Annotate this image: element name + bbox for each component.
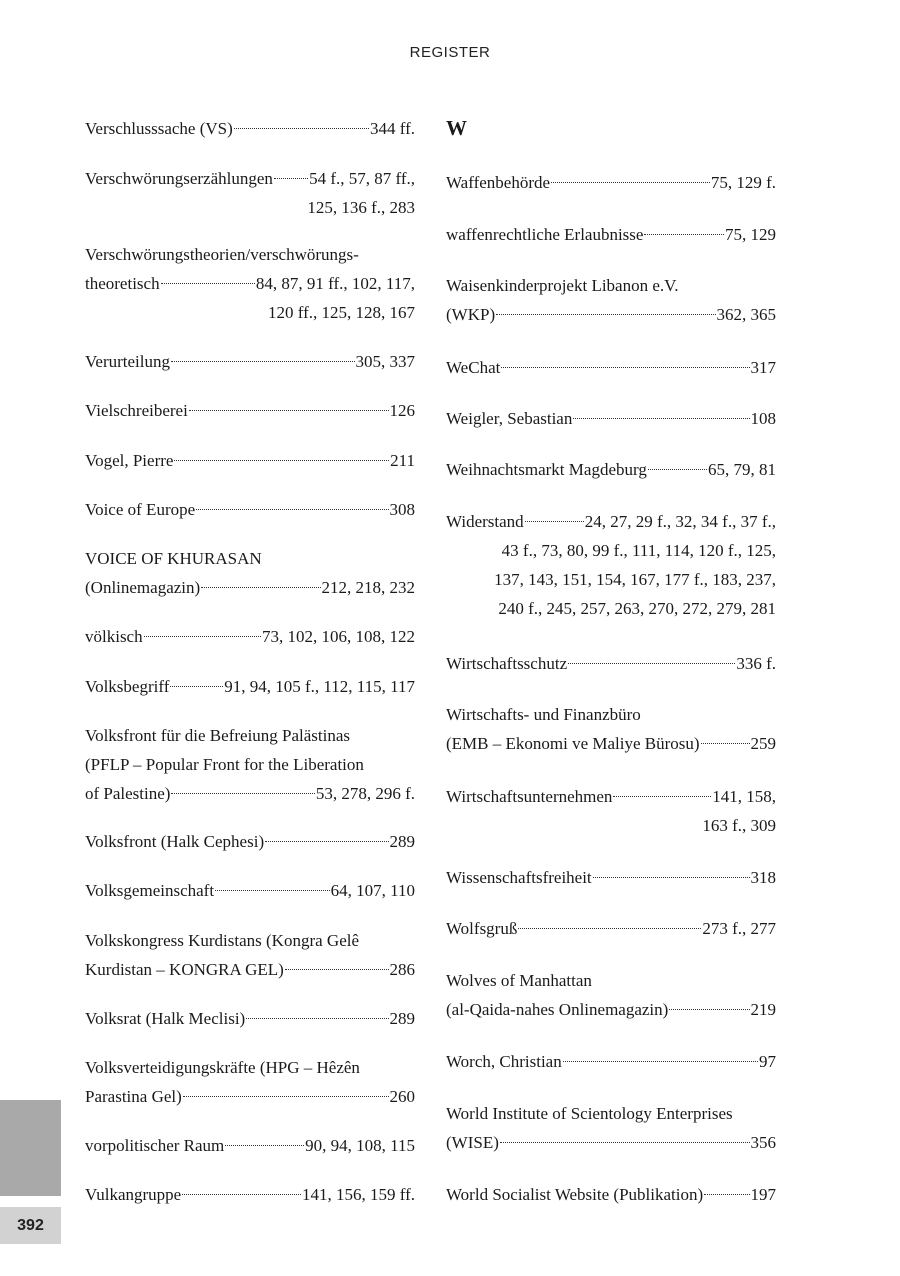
- index-entry: [85, 1131, 415, 1160]
- page-refs: 97: [759, 1052, 776, 1071]
- index-entry: [446, 271, 776, 329]
- entry-term-line: (PFLP – Popular Front for the Liberation: [85, 755, 364, 774]
- page-refs: 344 ff.: [369, 119, 415, 138]
- leader-dots: [170, 686, 223, 687]
- page-refs: 24, 27, 29 f., 32, 34 f., 37 f.,: [584, 512, 776, 531]
- leader-dots: [644, 234, 724, 235]
- entry-term: Wolfsgruß: [446, 919, 518, 938]
- leader-dots: [496, 314, 715, 315]
- index-entry: [446, 507, 776, 623]
- entry-term: Verschlusssache (VS): [85, 119, 233, 138]
- entry-line: [85, 269, 415, 298]
- entry-line: [85, 1082, 415, 1111]
- leader-dots: [174, 460, 389, 461]
- leader-dots: [701, 743, 750, 744]
- index-entry: [85, 622, 415, 651]
- leader-dots: [171, 361, 355, 362]
- entry-term: Widerstand: [446, 512, 524, 531]
- page-refs: 54 f., 57, 87 ff.,: [309, 169, 415, 188]
- index-entry: [85, 876, 415, 905]
- page-refs: 308: [389, 500, 415, 519]
- page-refs: 197: [750, 1185, 776, 1204]
- index-entry: [85, 672, 415, 701]
- page-refs: 73, 102, 106, 108, 122: [262, 627, 415, 646]
- entry-line: [446, 1047, 776, 1076]
- index-entry: [446, 649, 776, 678]
- index-entry: [85, 827, 415, 856]
- index-entry: [446, 220, 776, 249]
- entry-term: Verschwörungserzählungen: [85, 169, 273, 188]
- entry-term: Volksgemeinschaft: [85, 881, 215, 900]
- page-refs: 356: [750, 1133, 776, 1152]
- entry-line: [446, 353, 776, 382]
- index-entry: [85, 721, 415, 808]
- entry-line: [85, 164, 415, 193]
- entry-term: Parastina Gel): [85, 1087, 182, 1106]
- leader-dots: [648, 469, 707, 470]
- index-entry: [85, 114, 415, 143]
- page-refs: 141, 156, 159 ff.: [301, 1185, 415, 1204]
- entry-line: [85, 622, 415, 651]
- entry-term: theoretisch: [85, 274, 160, 293]
- index-entry: [85, 240, 415, 327]
- entry-line: [446, 863, 776, 892]
- running-head: REGISTER: [409, 44, 491, 61]
- entry-line: [85, 495, 415, 524]
- index-entry: [446, 168, 776, 197]
- entry-line: [446, 168, 776, 197]
- chapter-tab-marker: [0, 1100, 61, 1196]
- entry-line: [446, 649, 776, 678]
- page-refs: 84, 87, 91 ff., 102, 117,: [255, 274, 415, 293]
- entry-line: [446, 782, 776, 811]
- index-entry: [85, 926, 415, 984]
- entry-term-line: Wolves of Manhattan: [446, 971, 592, 990]
- page-refs: 212, 218, 232: [321, 578, 415, 597]
- page-refs: 75, 129: [725, 225, 776, 244]
- leader-dots: [669, 1009, 749, 1010]
- entry-term: Worch, Christian: [446, 1052, 562, 1071]
- entry-term: Waffenbehörde: [446, 173, 551, 192]
- entry-line: [85, 573, 415, 602]
- page-refs: 259: [750, 734, 776, 753]
- index-entry: [446, 700, 776, 758]
- entry-line: [85, 827, 415, 856]
- entry-term: Weigler, Sebastian: [446, 409, 573, 428]
- entry-term: Kurdistan – KONGRA GEL): [85, 960, 284, 979]
- entry-term-line: Verschwörungstheorien/verschwörungs-: [85, 245, 359, 264]
- entry-term: Volksfront (Halk Cephesi): [85, 832, 265, 851]
- index-entry: [446, 353, 776, 382]
- entry-term-line: Waisenkinderprojekt Libanon e.V.: [446, 276, 679, 295]
- entry-line: [446, 300, 776, 329]
- page-refs: 126: [389, 401, 415, 420]
- entry-term: Weihnachtsmarkt Magdeburg: [446, 460, 647, 479]
- index-entry: [446, 782, 776, 840]
- index-entry: [446, 455, 776, 484]
- page-refs: 362, 365: [716, 305, 776, 324]
- entry-term: Vogel, Pierre: [85, 451, 174, 470]
- leader-dots: [265, 841, 388, 842]
- page-refs: 289: [389, 1009, 415, 1028]
- leader-dots: [246, 1018, 388, 1019]
- page-refs: 305, 337: [355, 352, 415, 371]
- leader-dots: [274, 178, 308, 179]
- page-refs: 90, 94, 108, 115: [305, 1136, 415, 1155]
- entry-term: Vielschreiberei: [85, 401, 188, 420]
- page-refs: 64, 107, 110: [330, 881, 415, 900]
- leader-dots: [196, 509, 388, 510]
- index-entry: [446, 404, 776, 433]
- entry-term-line: World Institute of Scientology Enterprises: [446, 1104, 733, 1123]
- leader-dots: [563, 1061, 758, 1062]
- entry-line: [85, 955, 415, 984]
- leader-dots: [189, 410, 389, 411]
- leader-dots: [551, 182, 710, 183]
- entry-term: Voice of Europe: [85, 500, 196, 519]
- page-refs: 108: [750, 409, 776, 428]
- page-refs: 260: [389, 1087, 415, 1106]
- entry-term: (EMB – Ekonomi ve Maliye Bürosu): [446, 734, 700, 753]
- entry-term: (Onlinemagazin): [85, 578, 201, 597]
- page-refs: 53, 278, 296 f.: [315, 784, 415, 803]
- entry-term-line: Wirtschafts- und Finanzbüro: [446, 705, 641, 724]
- entry-term-line: Volksverteidigungskräfte (HPG – Hêzên: [85, 1058, 360, 1077]
- page-refs-continued: 125, 136 f., 283: [307, 198, 415, 217]
- entry-term: Wirtschaftsschutz: [446, 654, 568, 673]
- entry-line: [85, 1131, 415, 1160]
- index-entry: [85, 396, 415, 425]
- entry-line: [446, 455, 776, 484]
- leader-dots: [704, 1194, 749, 1195]
- entry-term: WeChat: [446, 358, 501, 377]
- entry-line: [85, 396, 415, 425]
- entry-line: [85, 114, 415, 143]
- entry-line: [85, 446, 415, 475]
- page-refs: 286: [389, 960, 415, 979]
- index-entry: [446, 966, 776, 1024]
- index-entry: [85, 446, 415, 475]
- entry-line: [85, 672, 415, 701]
- entry-term: (WKP): [446, 305, 496, 324]
- index-entry: [446, 914, 776, 943]
- entry-term: Volksbegriff: [85, 677, 170, 696]
- entry-term: Volksrat (Halk Meclisi): [85, 1009, 246, 1028]
- leader-dots: [171, 793, 314, 794]
- entry-line: [85, 1004, 415, 1033]
- entry-term: (WISE): [446, 1133, 499, 1152]
- leader-dots: [518, 928, 701, 929]
- entry-line: [85, 876, 415, 905]
- page-refs: 318: [750, 868, 776, 887]
- entry-term: völkisch: [85, 627, 143, 646]
- page-refs-continued: 137, 143, 151, 154, 167, 177 f., 183, 237,: [494, 570, 776, 589]
- entry-line: [446, 1180, 776, 1209]
- index-entry: [85, 495, 415, 524]
- index-entry: [85, 1180, 415, 1209]
- entry-term: World Socialist Website (Publikation): [446, 1185, 704, 1204]
- entry-term: of Palestine): [85, 784, 171, 803]
- leader-dots: [525, 521, 584, 522]
- page-refs: 289: [389, 832, 415, 851]
- leader-dots: [593, 877, 750, 878]
- entry-term: Verurteilung: [85, 352, 170, 371]
- page-refs: 273 f., 277: [702, 919, 776, 938]
- leader-dots: [144, 636, 261, 637]
- entry-line: [85, 1180, 415, 1209]
- index-entry: [85, 164, 415, 222]
- page-refs: 141, 158,: [712, 787, 776, 806]
- entry-term: Wirtschaftsunternehmen: [446, 787, 613, 806]
- page-refs-continued: 163 f., 309: [702, 816, 776, 835]
- entry-term-line: Volkskongress Kurdistans (Kongra Gelê: [85, 931, 360, 950]
- page-refs-continued: 43 f., 73, 80, 99 f., 111, 114, 120 f., 125,: [501, 541, 776, 560]
- leader-dots: [573, 418, 749, 419]
- entry-line: [85, 779, 415, 808]
- page-refs-continued: 120 ff., 125, 128, 167: [267, 303, 415, 322]
- index-entry: [85, 347, 415, 376]
- entry-term: Wissenschaftsfreiheit: [446, 868, 592, 887]
- index-entry: [446, 1180, 776, 1209]
- index-entry: [446, 863, 776, 892]
- page-refs-continued: 240 f., 245, 257, 263, 270, 272, 279, 281: [498, 599, 776, 618]
- entry-line: [446, 914, 776, 943]
- index-entry: [85, 544, 415, 602]
- index-entry: [85, 1053, 415, 1111]
- entry-line: [446, 507, 776, 536]
- leader-dots: [568, 663, 735, 664]
- entry-line: [446, 220, 776, 249]
- leader-dots: [215, 890, 330, 891]
- entry-line: [446, 1128, 776, 1157]
- leader-dots: [501, 367, 749, 368]
- leader-dots: [285, 969, 389, 970]
- leader-dots: [500, 1142, 750, 1143]
- entry-term: vorpolitischer Raum: [85, 1136, 225, 1155]
- page-refs: 65, 79, 81: [708, 460, 776, 479]
- leader-dots: [225, 1145, 304, 1146]
- entry-term: Vulkangruppe: [85, 1185, 182, 1204]
- letter-heading: W: [446, 116, 467, 140]
- page-refs: 91, 94, 105 f., 112, 115, 117: [224, 677, 415, 696]
- page-number: 392: [0, 1207, 61, 1244]
- entry-term-line: VOICE OF KHURASAN: [85, 549, 262, 568]
- leader-dots: [182, 1194, 301, 1195]
- entry-term: (al-Qaida-nahes Onlinemagazin): [446, 1000, 669, 1019]
- entry-line: [446, 729, 776, 758]
- leader-dots: [161, 283, 255, 284]
- page-refs: 336 f.: [736, 654, 776, 673]
- page-refs: 219: [750, 1000, 776, 1019]
- entry-term-line: Volksfront für die Befreiung Palästinas: [85, 726, 351, 745]
- entry-term: waffenrechtliche Erlaubnisse: [446, 225, 644, 244]
- page-refs: 75, 129 f.: [710, 173, 776, 192]
- leader-dots: [201, 587, 320, 588]
- entry-line: [85, 347, 415, 376]
- entry-line: [446, 995, 776, 1024]
- leader-dots: [234, 128, 369, 129]
- leader-dots: [613, 796, 711, 797]
- index-entry: [446, 1099, 776, 1157]
- page-refs: 317: [750, 358, 776, 377]
- index-entry: [446, 1047, 776, 1076]
- entry-line: [446, 404, 776, 433]
- page-refs: 211: [390, 451, 415, 470]
- index-entry: [85, 1004, 415, 1033]
- leader-dots: [183, 1096, 389, 1097]
